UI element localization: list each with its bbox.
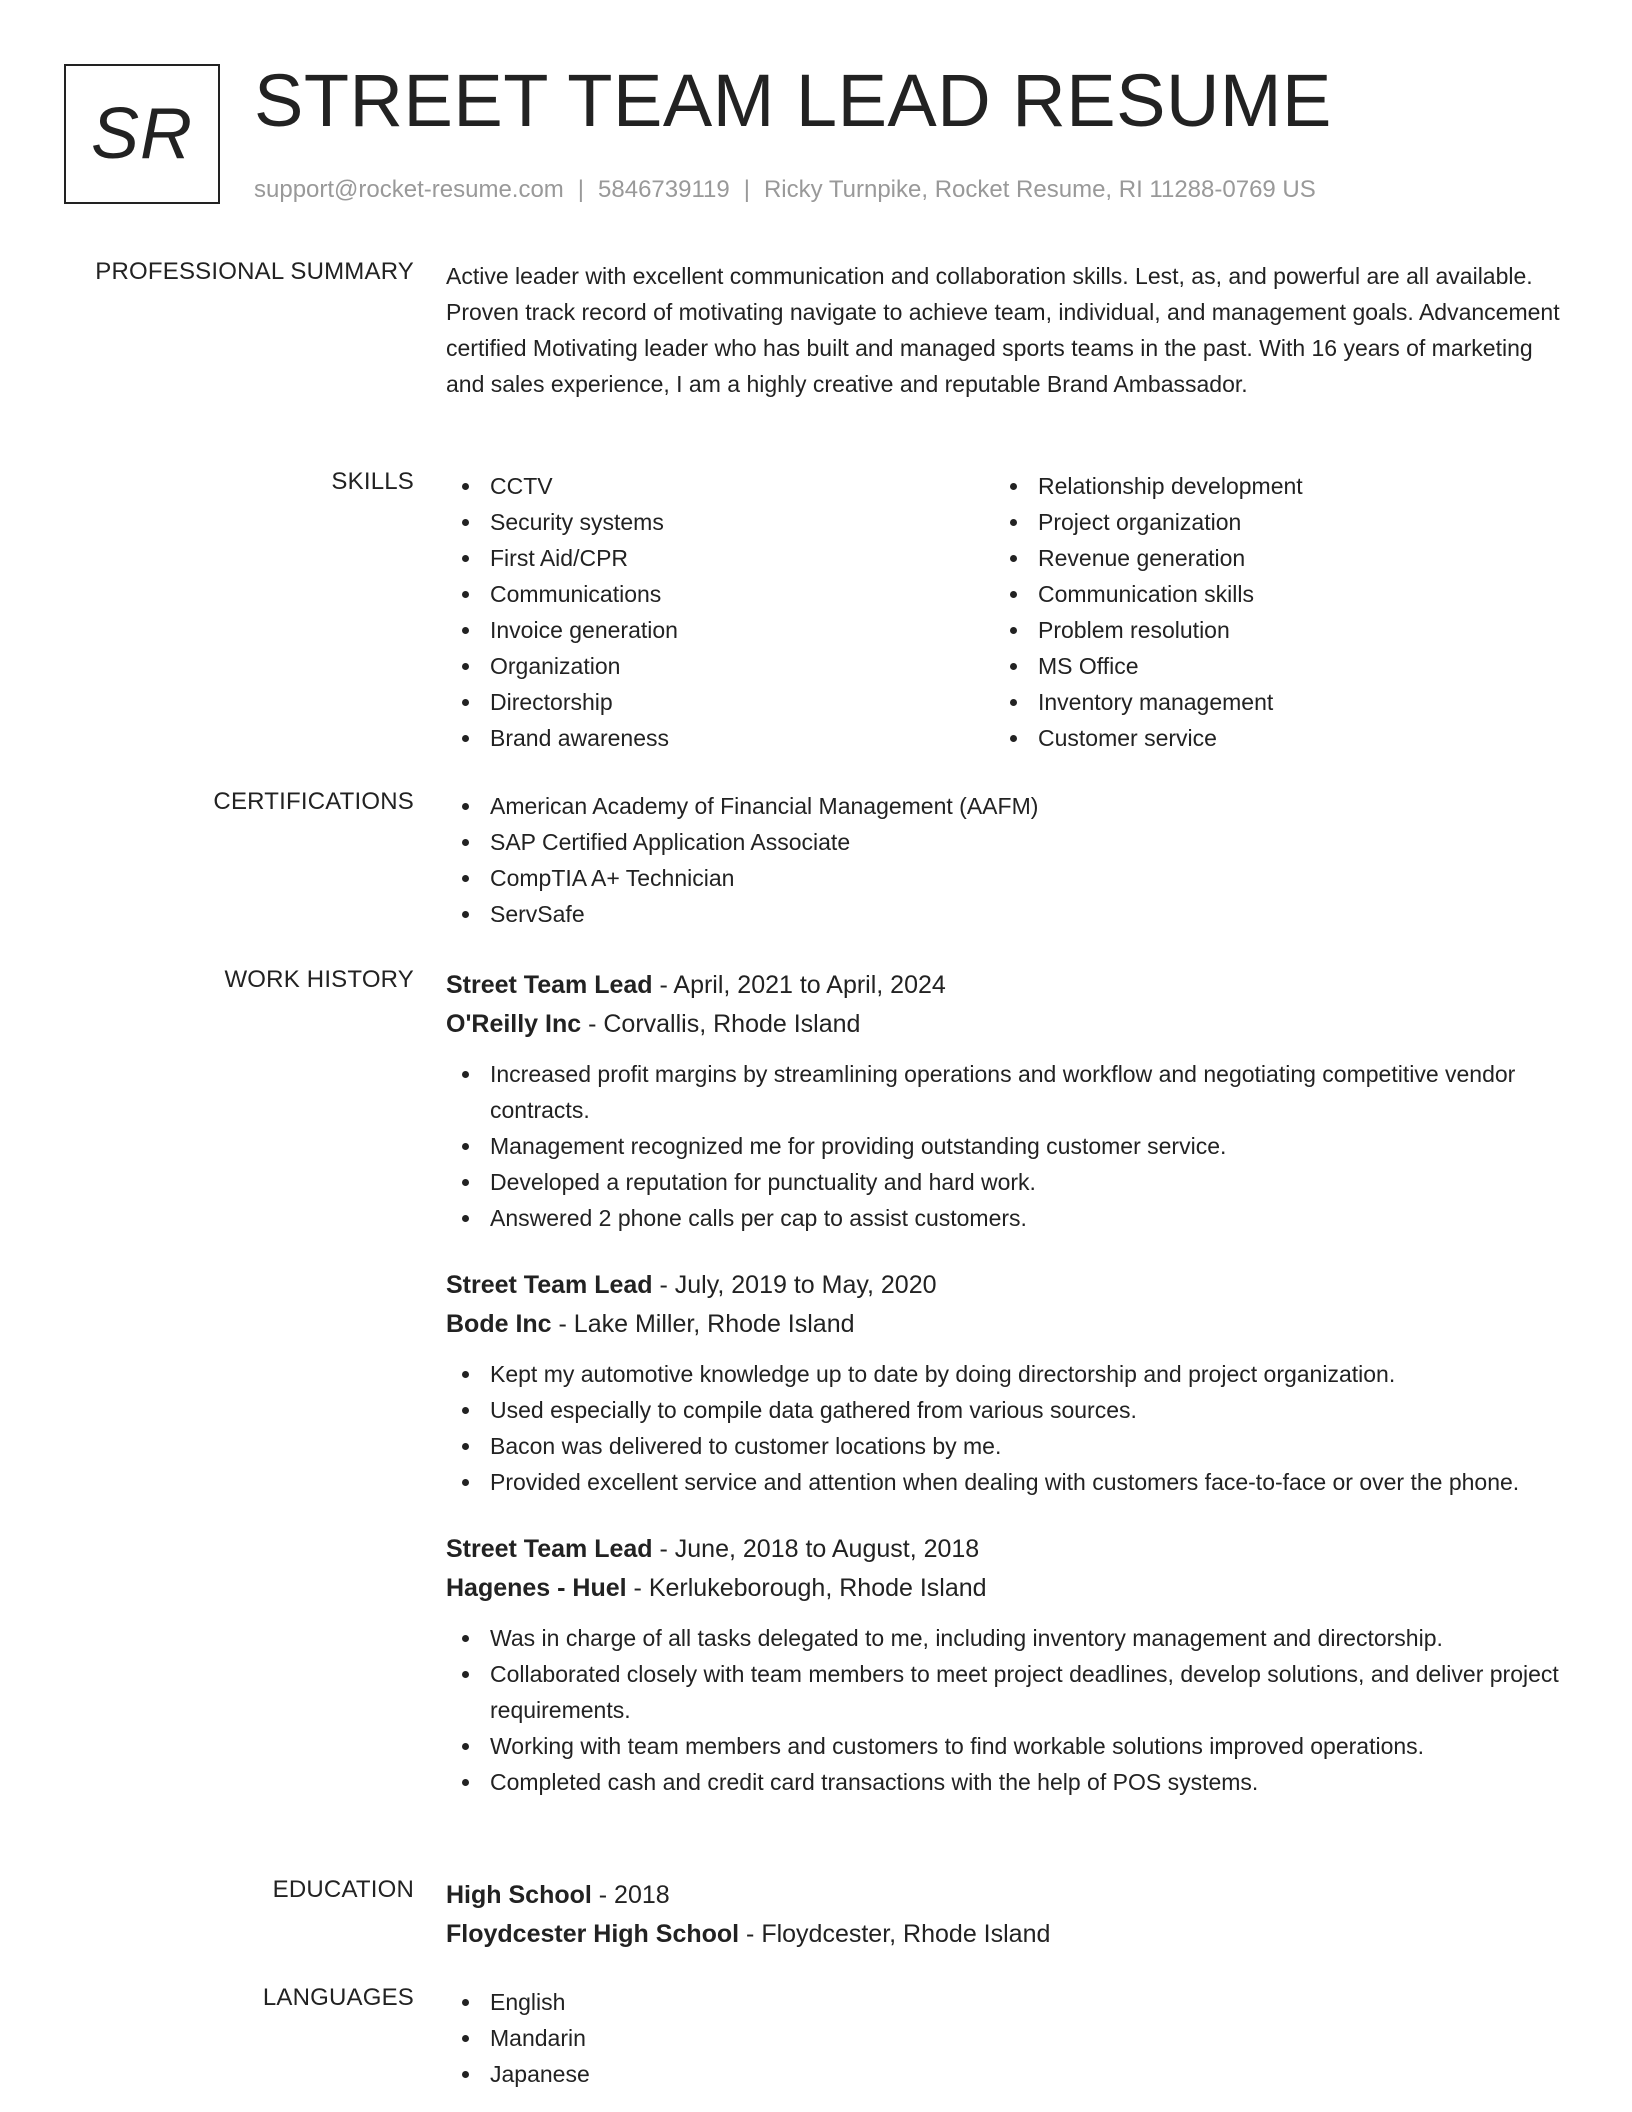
education-year: - 2018 bbox=[591, 1881, 670, 1909]
summary-text: Active leader with excellent communication and collaboration skills. Lest, as, and powerful are all available. Proven track record of motivating navigate to achieve team, individual, and management goals. Advancement certified Motivating leader who has built and managed sports teams in the past. With 16 years of marketing and sales experience, I am a highly creative and reputable Brand Ambassador. bbox=[446, 263, 1560, 397]
job-entry bbox=[446, 1530, 1576, 1800]
job-entry bbox=[446, 966, 1576, 1236]
list-item: Japanese bbox=[446, 2056, 1576, 2092]
skills-list-left bbox=[446, 468, 994, 756]
job-company-line bbox=[446, 1569, 1576, 1608]
contact-separator: | bbox=[577, 176, 585, 203]
languages-list bbox=[446, 1984, 1576, 2092]
list-item: Organization bbox=[446, 648, 994, 684]
job-title-line bbox=[446, 1530, 1576, 1569]
monogram-logo: SR bbox=[64, 64, 220, 204]
skills-body bbox=[446, 468, 1576, 756]
list-item: Mandarin bbox=[446, 2020, 1576, 2056]
list-item: First Aid/CPR bbox=[446, 540, 994, 576]
job-dates: - July, 2019 to May, 2020 bbox=[652, 1271, 937, 1299]
list-item: Invoice generation bbox=[446, 612, 994, 648]
job-title-line bbox=[446, 1266, 1576, 1305]
section-label-certifications: CERTIFICATIONS bbox=[213, 788, 414, 815]
list-item: Revenue generation bbox=[994, 540, 1542, 576]
list-item: Security systems bbox=[446, 504, 994, 540]
job-dates: - April, 2021 to April, 2024 bbox=[652, 971, 946, 999]
list-item: CCTV bbox=[446, 468, 994, 504]
languages-body bbox=[446, 1984, 1576, 2092]
education-degree-line bbox=[446, 1876, 1576, 1915]
education-school-line bbox=[446, 1915, 1576, 1954]
summary-body bbox=[446, 258, 1576, 402]
list-item: Completed cash and credit card transactions with the help of POS systems. bbox=[446, 1764, 1576, 1800]
job-title: Street Team Lead bbox=[446, 1535, 653, 1563]
list-item: SAP Certified Application Associate bbox=[446, 824, 1576, 860]
list-item: Problem resolution bbox=[994, 612, 1542, 648]
job-location: - Kerlukeborough, Rhode Island bbox=[626, 1574, 987, 1602]
job-company: O'Reilly Inc bbox=[446, 1010, 582, 1038]
job-title-line bbox=[446, 966, 1576, 1005]
list-item: ServSafe bbox=[446, 896, 1576, 932]
contact-address: Ricky Turnpike, Rocket Resume, RI 11288-0769 US bbox=[763, 176, 1316, 203]
contact-line bbox=[254, 176, 1316, 204]
list-item: Customer service bbox=[994, 720, 1542, 756]
list-item: Communication skills bbox=[994, 576, 1542, 612]
job-dates: - June, 2018 to August, 2018 bbox=[652, 1535, 980, 1563]
section-label-education: EDUCATION bbox=[272, 1876, 414, 1903]
list-item: Increased profit margins by streamlining operations and workflow and negotiating competitive vendor contracts. bbox=[446, 1056, 1576, 1128]
job-title: Street Team Lead bbox=[446, 971, 653, 999]
list-item: MS Office bbox=[994, 648, 1542, 684]
job-location: - Lake Miller, Rhode Island bbox=[551, 1310, 855, 1338]
list-item: English bbox=[446, 1984, 1576, 2020]
contact-phone: 5846739119 bbox=[598, 176, 730, 203]
education-body bbox=[446, 1876, 1576, 1954]
job-bullets bbox=[446, 1056, 1576, 1236]
list-item: Project organization bbox=[994, 504, 1542, 540]
job-company: Hagenes - Huel bbox=[446, 1574, 627, 1602]
list-item: Working with team members and customers to find workable solutions improved operations. bbox=[446, 1728, 1576, 1764]
education-school: Floydcester High School bbox=[446, 1920, 740, 1948]
job-bullets bbox=[446, 1620, 1576, 1800]
job-location: - Corvallis, Rhode Island bbox=[581, 1010, 861, 1038]
resume-header bbox=[64, 59, 1564, 214]
list-item: Kept my automotive knowledge up to date by doing directorship and project organization. bbox=[446, 1356, 1576, 1392]
skills-columns bbox=[446, 468, 1576, 756]
job-company-line bbox=[446, 1005, 1576, 1044]
list-item: Collaborated closely with team members to meet project deadlines, develop solutions, and deliver project requirements. bbox=[446, 1656, 1576, 1728]
section-label-work: WORK HISTORY bbox=[224, 966, 414, 993]
contact-separator: | bbox=[743, 176, 750, 203]
certifications-list bbox=[446, 788, 1576, 932]
list-item: Inventory management bbox=[994, 684, 1542, 720]
list-item: Answered 2 phone calls per cap to assist customers. bbox=[446, 1200, 1576, 1236]
work-body bbox=[446, 966, 1576, 1830]
job-bullets bbox=[446, 1356, 1576, 1500]
list-item: Provided excellent service and attention when dealing with customers face-to-face or over the phone. bbox=[446, 1464, 1576, 1500]
list-item: Relationship development bbox=[994, 468, 1542, 504]
job-company-line bbox=[446, 1305, 1576, 1344]
job-entry bbox=[446, 1266, 1576, 1500]
education-location: - Floydcester, Rhode Island bbox=[739, 1920, 1051, 1948]
section-label-languages: LANGUAGES bbox=[262, 1984, 414, 2011]
list-item: Communications bbox=[446, 576, 994, 612]
list-item: Brand awareness bbox=[446, 720, 994, 756]
job-company: Bode Inc bbox=[446, 1310, 552, 1338]
section-label-summary: PROFESSIONAL SUMMARY bbox=[95, 258, 414, 285]
resume-title: STREET TEAM LEAD RESUME bbox=[254, 59, 1332, 142]
list-item: American Academy of Financial Management (AAFM) bbox=[446, 788, 1576, 824]
list-item: Was in charge of all tasks delegated to me, including inventory management and directorship. bbox=[446, 1620, 1576, 1656]
list-item: Bacon was delivered to customer locations by me. bbox=[446, 1428, 1576, 1464]
list-item: Used especially to compile data gathered from various sources. bbox=[446, 1392, 1576, 1428]
section-label-skills: SKILLS bbox=[331, 468, 414, 495]
skills-list-right bbox=[994, 468, 1542, 756]
list-item: Management recognized me for providing outstanding customer service. bbox=[446, 1128, 1576, 1164]
list-item: CompTIA A+ Technician bbox=[446, 860, 1576, 896]
contact-email: support@rocket-resume.com bbox=[254, 176, 564, 203]
list-item: Directorship bbox=[446, 684, 994, 720]
list-item: Developed a reputation for punctuality and hard work. bbox=[446, 1164, 1576, 1200]
certifications-body bbox=[446, 788, 1576, 932]
education-degree: High School bbox=[446, 1881, 592, 1909]
job-title: Street Team Lead bbox=[446, 1271, 653, 1299]
